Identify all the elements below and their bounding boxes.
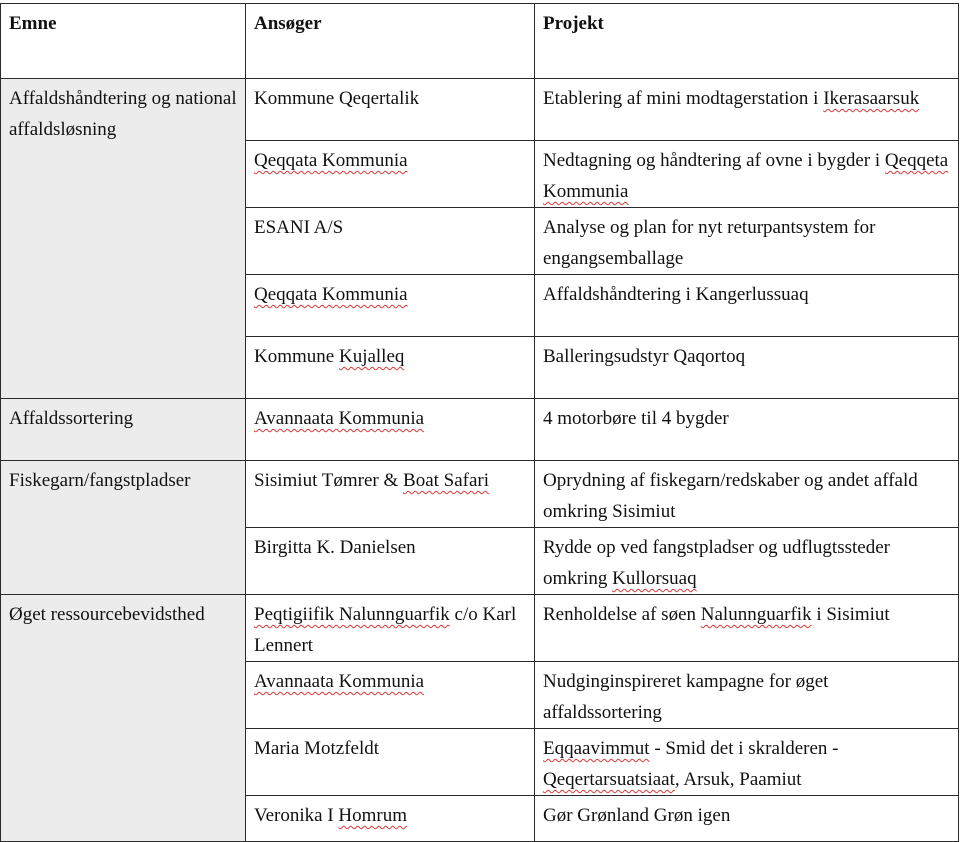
- cell-text: Maria Motzfeldt: [254, 738, 380, 759]
- spellcheck-flagged-text: Qeqertarsuatsiaat: [543, 769, 675, 790]
- cell-text: Veronika I: [254, 805, 339, 826]
- spellcheck-flagged-text: Homrum: [338, 805, 408, 826]
- table-row: [1, 595, 959, 662]
- cell-text: Sisimiut Tømrer &: [254, 470, 404, 491]
- cell-text: , Arsuk, Paamiut: [674, 769, 802, 790]
- cell-text: Gør Grønland Grøn igen: [543, 805, 731, 826]
- table-row: [1, 399, 959, 461]
- emne-cell: [1, 399, 246, 461]
- ansoger-cell: [246, 337, 535, 399]
- table-row: [1, 79, 959, 141]
- emne-text: Fiskegarn/fangstpladser: [9, 470, 191, 491]
- cell-text: i Sisimiut: [811, 604, 890, 625]
- emne-text: Affaldssortering: [9, 408, 134, 429]
- spellcheck-flagged-text: Eqqaavimmut: [543, 738, 650, 759]
- header-emne: Emne: [1, 4, 246, 79]
- spellcheck-flagged-text: Kullorsuaq: [612, 568, 697, 589]
- cell-text: 4 motorbøre til 4 bygder: [543, 408, 729, 429]
- header-row: [1, 4, 959, 79]
- spellcheck-flagged-text: Qeqqata Kommunia: [254, 150, 408, 171]
- projekt-cell: [535, 662, 959, 729]
- spellcheck-flagged-text: Qeqqata Kommunia: [254, 284, 408, 305]
- projekt-cell: [535, 796, 959, 842]
- projekt-cell: [535, 208, 959, 275]
- projekt-cell: [535, 528, 959, 595]
- ansoger-cell: [246, 275, 535, 337]
- cell-text: Analyse og plan for nyt returpantsystem for engangsemballage: [543, 217, 876, 269]
- spellcheck-flagged-text: Qeqqeta Kommunia: [543, 150, 949, 202]
- projekt-cell: [535, 141, 959, 208]
- ansoger-cell: [246, 796, 535, 842]
- ansoger-cell: [246, 662, 535, 729]
- cell-text: Affaldshåndtering i Kangerlussuaq: [543, 284, 809, 305]
- spellcheck-flagged-text: Peqtigiifik Nalunnguarfik: [254, 604, 450, 625]
- ansoger-cell: [246, 595, 535, 662]
- header-projekt: Projekt: [535, 4, 959, 79]
- emne-cell: [1, 595, 246, 842]
- cell-text: Kommune Qeqertalik: [254, 88, 420, 109]
- spellcheck-flagged-text: Avannaata Kommunia: [254, 671, 425, 692]
- cell-text: Kommune: [254, 346, 339, 367]
- table-body: [1, 79, 959, 842]
- ansoger-cell: [246, 729, 535, 796]
- projekt-cell: [535, 729, 959, 796]
- cell-text: Etablering af mini modtagerstation i: [543, 88, 824, 109]
- header-ansoger: Ansøger: [246, 4, 535, 79]
- spellcheck-flagged-text: Avannaata Kommunia: [254, 408, 425, 429]
- spellcheck-flagged-text: Kujalleq: [338, 346, 405, 367]
- projekt-cell: [535, 79, 959, 141]
- emne-text: Øget ressourcebevidsthed: [9, 604, 205, 625]
- spellcheck-flagged-text: Nalunnguarfik: [700, 604, 812, 625]
- ansoger-cell: [246, 399, 535, 461]
- cell-text: Nudginginspireret kampagne for øget affaldssortering: [543, 671, 829, 723]
- table-row: [1, 461, 959, 528]
- cell-text: Nedtagning og håndtering af ovne i bygder i: [543, 150, 885, 171]
- emne-text: Affaldshåndtering og national affaldsløsning: [9, 88, 237, 140]
- cell-text: ESANI A/S: [254, 217, 344, 238]
- spellcheck-flagged-text: Ikerasaarsuk: [823, 88, 920, 109]
- cell-text: - Smid det i skralderen -: [649, 738, 839, 759]
- cell-text: Rydde op ved fangstpladser og udflugtssteder omkring: [543, 537, 890, 589]
- grant-table: [0, 3, 959, 842]
- emne-cell: [1, 79, 246, 399]
- ansoger-cell: [246, 528, 535, 595]
- projekt-cell: [535, 595, 959, 662]
- cell-text: Balleringsudstyr Qaqortoq: [543, 346, 746, 367]
- projekt-cell: [535, 399, 959, 461]
- spellcheck-flagged-text: Boat Safari: [403, 470, 490, 491]
- projekt-cell: [535, 337, 959, 399]
- cell-text: Oprydning af fiskegarn/redskaber og andet affald omkring Sisimiut: [543, 470, 918, 522]
- emne-cell: [1, 461, 246, 595]
- projekt-cell: [535, 461, 959, 528]
- cell-text: c/o Karl Lennert: [254, 604, 517, 656]
- ansoger-cell: [246, 79, 535, 141]
- ansoger-cell: [246, 461, 535, 528]
- projekt-cell: [535, 275, 959, 337]
- ansoger-cell: [246, 141, 535, 208]
- cell-text: Birgitta K. Danielsen: [254, 537, 416, 558]
- cell-text: Renholdelse af søen: [543, 604, 701, 625]
- ansoger-cell: [246, 208, 535, 275]
